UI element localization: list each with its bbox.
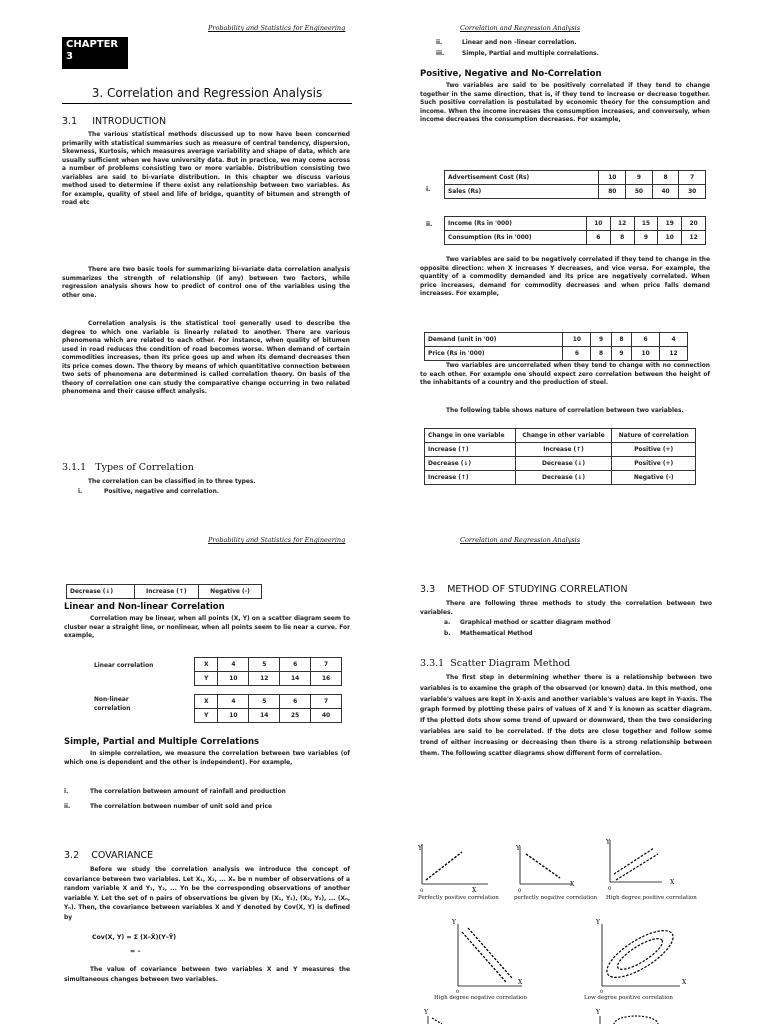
dot-cluster (614, 1016, 658, 1024)
table-cell: Decrease (↓) (67, 585, 135, 599)
table-cell: Positive (+) (612, 457, 696, 471)
table-row (195, 709, 342, 723)
table-cell: 12 (682, 231, 706, 245)
running-header: Probability and Statistics for Engineering (208, 536, 346, 544)
axis-label-y: Y (596, 919, 600, 926)
table-row (67, 585, 262, 599)
table-row (195, 672, 342, 686)
table-cell: Change in one variable (425, 429, 516, 443)
table-row (425, 333, 688, 347)
table-cell: Decrease (↓) (425, 457, 516, 471)
scatter-partial-right (592, 1006, 672, 1024)
caption-high-positive: High degree positive correlation (606, 895, 697, 901)
axis-label-x: X (682, 979, 687, 986)
table-cell: 16 (311, 672, 342, 686)
table-row (195, 695, 342, 709)
table-row (445, 217, 706, 231)
scatter-high-positive (602, 834, 702, 894)
chapter-box (62, 37, 128, 69)
table-cell: 9 (611, 347, 631, 361)
subheading-simple-partial-multiple: Simple, Partial and Multiple Correlations (64, 737, 260, 747)
table-row (445, 185, 706, 199)
table-row (425, 429, 696, 443)
linear-text: Correlation may be linear, when all points (X, Y) on a scatter diagram seem to cluster near a straight line, or nonlinear, when all points seem to lie near a curve. For example, (64, 616, 350, 640)
intro-paragraph-3: Correlation analysis is the statistical tool generally used to describe the degree to which one variable is linearly related to another. There are various phenomena which are related to each other. For instance, when quality of bitumen used in road reduces the condition of road becomes worse. When demand of certain commodities increases, then its price goes up and when its demand decreases then its price comes down. The theory by means of which quantitative connection between two sets of phenomena are determined is called correlation theory. On basis of the theory of correlation one can study the comparative change occurring in two related phenomena and their cause effect analysis. (62, 321, 350, 396)
scatter-low-positive (594, 914, 694, 994)
table-row (425, 457, 696, 471)
table-cell: 4 (660, 333, 688, 347)
table-cell: Income (Rs in '000) (445, 217, 587, 231)
table-cell: Nature of correlation (612, 429, 696, 443)
table-cell: Advertisement Cost (Rs) (445, 171, 599, 185)
table-cell: 8 (610, 231, 634, 245)
scatter-text: The first step in determining whether there is a relationship between two variables is to examine the graph of the observed (or known) data. In this method, one variable's values are kept in X-axis and another variable's values are kept in Y-axis. The graph formed by plotting these pairs of values of X and Y is known as scatter diagram. If the plotted dots show some trend of upward or downward, then the two considering variables are said to be correlated. If the dots are close together and follow some trend of either increasing or decreasing then there is a strong relationship between them. The following scatter diagrams show different form of correlation. (420, 675, 712, 757)
table-cell: Negative (-) (612, 471, 696, 485)
table-cell: Negative (-) (198, 585, 261, 599)
table-cell: Price (Rs in '000) (425, 347, 563, 361)
table-cell: 10 (599, 171, 626, 185)
linear-label: Linear correlation (94, 663, 154, 669)
axis-label-x: X (472, 887, 477, 894)
section-title: COVARIANCE (91, 850, 154, 861)
list-item: ii. Linear and non –linear correlation. (436, 40, 577, 46)
table-cell: 8 (591, 347, 611, 361)
table-cell: 6 (586, 231, 610, 245)
table-cell: 19 (658, 217, 682, 231)
table-cell: 7 (311, 695, 342, 709)
table-cell: 30 (679, 185, 706, 199)
scatter-high-negative (450, 914, 546, 994)
table-cell: 10 (218, 709, 249, 723)
example-number: ii. (426, 221, 433, 228)
table-row (425, 471, 696, 485)
caption-low-positive: Low degree positive correlation (584, 995, 673, 1001)
dot-trend (526, 854, 560, 878)
table-cell: 12 (610, 217, 634, 231)
axis-origin: 0 (456, 989, 460, 995)
caption-perfect-positive: Perfectly positive correlation (418, 895, 499, 901)
nonlinear-correlation-table (194, 694, 342, 723)
list-item: a. Graphical method or scatter diagram method (444, 620, 611, 626)
dot-trend (616, 854, 658, 880)
positive-correlation-text: Two variables are said to be positively correlated if they tend to change together in the same direction, that is, if they tend to increase or decrease together. Such positive correlation is postulated by economic theory for the consumption and income. When the income increases the consumption increases, and conversely, when income decreases the consumption decreases. For example, (420, 83, 710, 124)
table-intro-text: The following table shows nature of correlation between two variables. (446, 408, 684, 414)
section-number: 3.3 (420, 584, 436, 595)
axis-origin: 0 (608, 886, 612, 892)
section-title: INTRODUCTION (92, 116, 167, 127)
table-cell: 10 (218, 672, 249, 686)
dot-trend (614, 848, 654, 874)
negative-correlation-text: Two variables are said to be negatively correlated if they tend to change in the opposite direction: when X increases Y decreases, and vice versa. For example, the quantity of a commodity demanded and its price are negatively correlated. When price increases, demand for commodity decreases and when price falls demand increases. For example, (420, 257, 710, 298)
axis-origin: 0 (420, 888, 424, 894)
table-cell: Increase (↑) (134, 585, 198, 599)
table-cell: Decrease (↓) (515, 457, 612, 471)
table-row (445, 231, 706, 245)
table-cell: 25 (280, 709, 311, 723)
section-heading-types (62, 462, 194, 473)
table-cell: Consumption (Rs in '000) (445, 231, 587, 245)
table-row (425, 347, 688, 361)
table-cell: 50 (626, 185, 653, 199)
caption-high-negative: High degree negative correlation (434, 995, 527, 1001)
section-number: 3.1.1 (62, 462, 87, 473)
table-cell: 6 (632, 333, 660, 347)
table-cell: 4 (218, 658, 249, 672)
table-row (445, 171, 706, 185)
intro-paragraph-1: The various statistical methods discussed up to now have been concerned primarily with statistical summaries such as measure of central tendency, dispersion, Skewness, Kurtosis, which measures average variability and shape of data, which are usually sufficient when we have university data. But in practice, we may come across a number of problems consisting two or more variable. Distribution consisting two variables are said to bi-variate distribution. In this chapter we discuss various method used to determine if there exist any relationship between two variables. As for example, quality of steel and life of bridge, quantity of bitumen and strength of road etc (62, 132, 350, 207)
axis-label-x: X (570, 881, 575, 888)
types-list (78, 487, 219, 498)
advertisement-sales-table (444, 170, 706, 199)
simple-list (64, 787, 350, 812)
table-cell: 12 (660, 347, 688, 361)
table-cell: 8 (652, 171, 679, 185)
page-145 (0, 512, 384, 1024)
table-cell: X (195, 695, 218, 709)
demand-price-table (424, 332, 688, 361)
section-number: 3.2 (64, 850, 80, 861)
table-cell: 6 (280, 658, 311, 672)
section-number: 3.3.1 (420, 658, 445, 669)
list-item: ii. The correlation between number of unit sold and price (64, 803, 272, 810)
caption-perfect-negative: perfectly negative correlation (514, 895, 598, 901)
scatter-perfect-positive (414, 840, 494, 894)
table-cell: Decrease (↓) (515, 471, 612, 485)
list-item: i. The correlation between amount of rainfall and production (64, 789, 286, 795)
section-title: METHOD OF STUDYING CORRELATION (447, 584, 628, 595)
table-cell: Sales (Rs) (445, 185, 599, 199)
table-cell: 9 (591, 333, 611, 347)
simple-text: In simple correlation, we measure the correlation between two variables (of which one is dependent and the other is independent). For example, (64, 751, 350, 766)
table-cell: 9 (634, 231, 658, 245)
covariance-text: Before we study the correlation analysis we introduce the concept of covariance between two variables. Let X₁, X₂, ... Xₙ be n number of observations of a random variable X and Y₁, Y₂, ... Yn be the corresponding observations of another variable Y. Let the set of n pairs of observations be given by (X₁, Y₁), (X₂, Y₂), ... (Xₙ, Yₙ). Then, the covariance between variables X and Y denoted by Cov(X, Y) is defined by (64, 867, 350, 921)
subsection-heading-scatter (420, 658, 570, 669)
table-cell: 10 (586, 217, 610, 231)
table-cell: 20 (682, 217, 706, 231)
table-cell: 4 (218, 695, 249, 709)
table-cell: Y (195, 709, 218, 723)
table-cell: Increase (↑) (425, 471, 516, 485)
axis-label-y: Y (418, 845, 422, 852)
running-header: Correlation and Regression Analysis (460, 24, 581, 32)
chapter-label: CHAPTER (66, 39, 119, 50)
axis-origin: 0 (600, 989, 604, 995)
dot-trend (468, 928, 512, 978)
axis-label-x: X (518, 979, 523, 986)
table-cell: 40 (652, 185, 679, 199)
table-cell: 7 (311, 658, 342, 672)
section-heading-introduction (62, 116, 166, 127)
table-row (425, 443, 696, 457)
chapter-title: 3. Correlation and Regression Analysis (62, 86, 352, 104)
section-heading-method (420, 584, 628, 595)
table-cell: Change in other variable (515, 429, 612, 443)
table-cell: 80 (599, 185, 626, 199)
list-item: i. Positive, negative and correlation. (78, 489, 220, 495)
table-cell: 14 (280, 672, 311, 686)
running-header: Probability and Statistics for Engineering (208, 24, 346, 32)
table-cell: 10 (632, 347, 660, 361)
table-cell: Increase (↑) (425, 443, 516, 457)
list-item: iii. Simple, Partial and multiple correlations. (436, 50, 599, 57)
table-cell: Demand (unit in '00) (425, 333, 563, 347)
axis-label-x: X (670, 879, 675, 886)
method-list (444, 618, 611, 639)
table-cell: 9 (626, 171, 653, 185)
covariance-formula-line-2: = – (130, 948, 141, 955)
subheading-positive-negative: Positive, Negative and No-Correlation (420, 69, 602, 79)
section-title: Types of Correlation (95, 462, 194, 473)
table-cell: X (195, 658, 218, 672)
covariance-text-2: The value of covariance between two variables X and Y measures the simultaneous changes between two variables. (64, 967, 350, 983)
dot-trend (426, 852, 462, 880)
list-item: b. Mathematical Method (444, 630, 533, 637)
page-144 (384, 0, 768, 512)
table-cell: Increase (↑) (515, 443, 612, 457)
example-number: i. (426, 186, 431, 193)
table-cell: 10 (563, 333, 591, 347)
table-cell: 10 (658, 231, 682, 245)
scatter-perfect-negative (512, 840, 592, 894)
table-cell: 5 (249, 658, 280, 672)
table-cell: 7 (679, 171, 706, 185)
running-header: Correlation and Regression Analysis (460, 536, 581, 544)
types-list-continued (436, 38, 599, 59)
table-cell: 5 (249, 695, 280, 709)
section-heading-covariance (64, 850, 153, 861)
dot-trend (462, 932, 506, 982)
axis-label-y: Y (596, 1009, 600, 1016)
axis-label-y: Y (516, 845, 520, 852)
dot-trend (432, 1018, 442, 1024)
table-cell: 14 (249, 709, 280, 723)
intro-paragraph-2: There are two basic tools for summarizing bi-variate data correlation analysis summarizes the strength of relationship (if any) between two factors, while regression analysis shows how to predict of control one of the variables using the other one. (62, 267, 350, 299)
no-correlation-text: Two variables are uncorrelated when they tend to change with no connection to each other. For example one should expect zero correlation between the height of the inhabitants of a country and the production of steel. (420, 363, 710, 387)
axis-label-y: Y (606, 839, 610, 846)
covariance-formula: Cov(X, Y) = Σ (X–X̄)(Y–Ȳ) (92, 934, 177, 941)
linear-correlation-table (194, 657, 342, 686)
table-cell: Positive (+) (612, 443, 696, 457)
method-intro: There are following three methods to study the correlation between two variables. (420, 601, 712, 616)
axis-label-y: Y (424, 1009, 428, 1016)
table-cell: 12 (249, 672, 280, 686)
scatter-partial-left (420, 1006, 500, 1024)
types-text: The correlation can be classified in to three types. (88, 479, 256, 485)
table-cell: 6 (563, 347, 591, 361)
table-cell: 6 (280, 695, 311, 709)
table-cell: Y (195, 672, 218, 686)
subheading-linear: Linear and Non-linear Correlation (64, 602, 225, 612)
table-cell: 15 (634, 217, 658, 231)
nature-of-correlation-table (424, 428, 696, 485)
dot-cluster (600, 922, 679, 986)
page-143 (0, 0, 384, 512)
income-consumption-table (444, 216, 706, 245)
nature-table-continued (66, 584, 262, 599)
section-number: 3.1 (62, 116, 78, 127)
table-row (195, 658, 342, 672)
axis-label-y: Y (452, 919, 456, 926)
chapter-number: 3 (66, 51, 73, 62)
table-cell: 40 (311, 709, 342, 723)
nonlinear-label: Non-linear correlation (94, 697, 131, 712)
axis-origin: 0 (518, 888, 522, 894)
page-146 (384, 512, 768, 1024)
table-cell: 8 (611, 333, 631, 347)
section-title: Scatter Diagram Method (450, 658, 571, 669)
dot-cluster (614, 933, 667, 974)
